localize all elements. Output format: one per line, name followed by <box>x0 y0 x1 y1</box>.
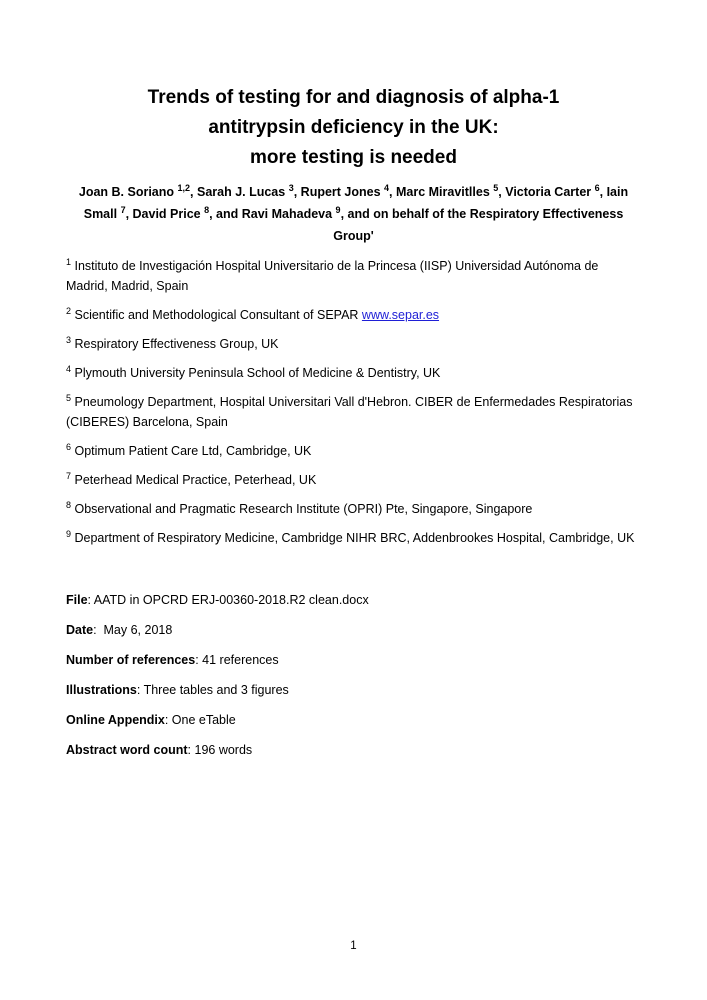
affiliation-number: 9 <box>66 528 72 539</box>
metadata-line: Abstract word count: 196 words <box>66 743 253 757</box>
affiliation-number: 3 <box>66 334 72 345</box>
author-superscript: 4 <box>384 182 390 193</box>
metadata-label: File <box>66 593 88 607</box>
metadata-label: Illustrations <box>66 683 137 697</box>
author-text: , Sarah J. Lucas <box>190 185 289 199</box>
author-text: , Marc Miravitlles <box>389 185 494 199</box>
metadata-line: Number of references: 41 references <box>66 653 279 667</box>
affiliation: $^9$ Department of Respiratory Medicine, Cambridge NIHR BRC, Addenbrookes Hospital, Cambridge, UK <box>66 528 635 545</box>
affiliation-number: 2 <box>66 305 72 316</box>
author-text: , Rupert Jones <box>293 185 385 199</box>
author-text: , David Price <box>125 207 205 221</box>
author-superscript: 9 <box>335 204 341 215</box>
metadata-label: Online Appendix <box>66 713 165 727</box>
author-superscript: 5 <box>493 182 499 193</box>
author-superscript: 3 <box>288 182 294 193</box>
metadata-label: Date <box>66 623 94 637</box>
affiliation: $^2$ Scientific and Methodological Consultant of SEPAR www.separ.es <box>66 305 440 322</box>
affiliation-number: 7 <box>66 470 72 481</box>
affiliation: $^5$ Pneumology Department, Hospital Universitari Vall d'Hebron. CIBER de Enfermedades Respiratorias (CIBERES) Barcelona, Spain <box>66 392 633 429</box>
paper-title <box>66 83 641 173</box>
author-superscript: 8 <box>204 204 210 215</box>
metadata-label: Number of references <box>66 653 196 667</box>
page-number: 1 <box>350 940 357 952</box>
author-text: , Iain <box>599 185 629 199</box>
author-superscript: 7 <box>120 204 126 215</box>
author-text: , and Ravi Mahadeva <box>209 207 336 221</box>
metadata-line: Online Appendix: One eTable <box>66 713 236 727</box>
affiliation-number: 4 <box>66 363 72 374</box>
affiliation: $^7$ Peterhead Medical Practice, Peterhead, UK <box>66 470 317 487</box>
author-text: , and on behalf of the Respiratory Effectiveness <box>340 207 624 221</box>
affiliation: $^1$ Instituto de Investigación Hospital Universitario de la Princesa (IISP) Universidad Autónoma de Madrid, Madrid, Spain <box>66 256 599 293</box>
affiliations <box>66 256 641 548</box>
affiliation-number: 8 <box>66 499 72 510</box>
affiliation-number: 6 <box>66 441 72 452</box>
author-text: Group' <box>333 229 374 243</box>
affiliation: $^4$ Plymouth University Peninsula School of Medicine & Dentistry, UK <box>66 363 441 380</box>
paper-title-line-3: more testing is needed <box>250 147 457 168</box>
paper-title-line-2: antitrypsin deficiency in the UK: <box>208 117 499 138</box>
affiliation: $^8$ Observational and Pragmatic Research Institute (OPRI) Pte, Singapore, Singapore <box>66 499 533 516</box>
author-superscript: 6 <box>594 182 600 193</box>
separ-link[interactable]: www.separ.es <box>361 308 440 322</box>
author-superscript: 1,2 <box>177 182 191 193</box>
metadata-line: Illustrations: Three tables and 3 figures <box>66 683 289 697</box>
metadata-line: File: AATD in OPCRD ERJ-00360-2018.R2 clean.docx <box>66 593 369 607</box>
author-text: Small <box>83 207 121 221</box>
metadata-line: Date: May 6, 2018 <box>66 623 173 637</box>
affiliation: $^6$ Optimum Patient Care Ltd, Cambridge, UK <box>66 441 312 458</box>
authors-line <box>66 181 641 247</box>
affiliation-number: 5 <box>66 392 72 403</box>
paper-title-line-1: Trends of testing for and diagnosis of alpha-1 <box>147 87 560 108</box>
metadata-label: Abstract word count <box>66 743 188 757</box>
section-spacer <box>66 557 641 591</box>
metadata <box>66 591 641 759</box>
author-text: Joan B. Soriano <box>78 185 178 199</box>
affiliation-number: 1 <box>66 256 72 267</box>
author-text: , Victoria Carter <box>498 185 595 199</box>
affiliation: $^3$ Respiratory Effectiveness Group, UK <box>66 334 279 351</box>
